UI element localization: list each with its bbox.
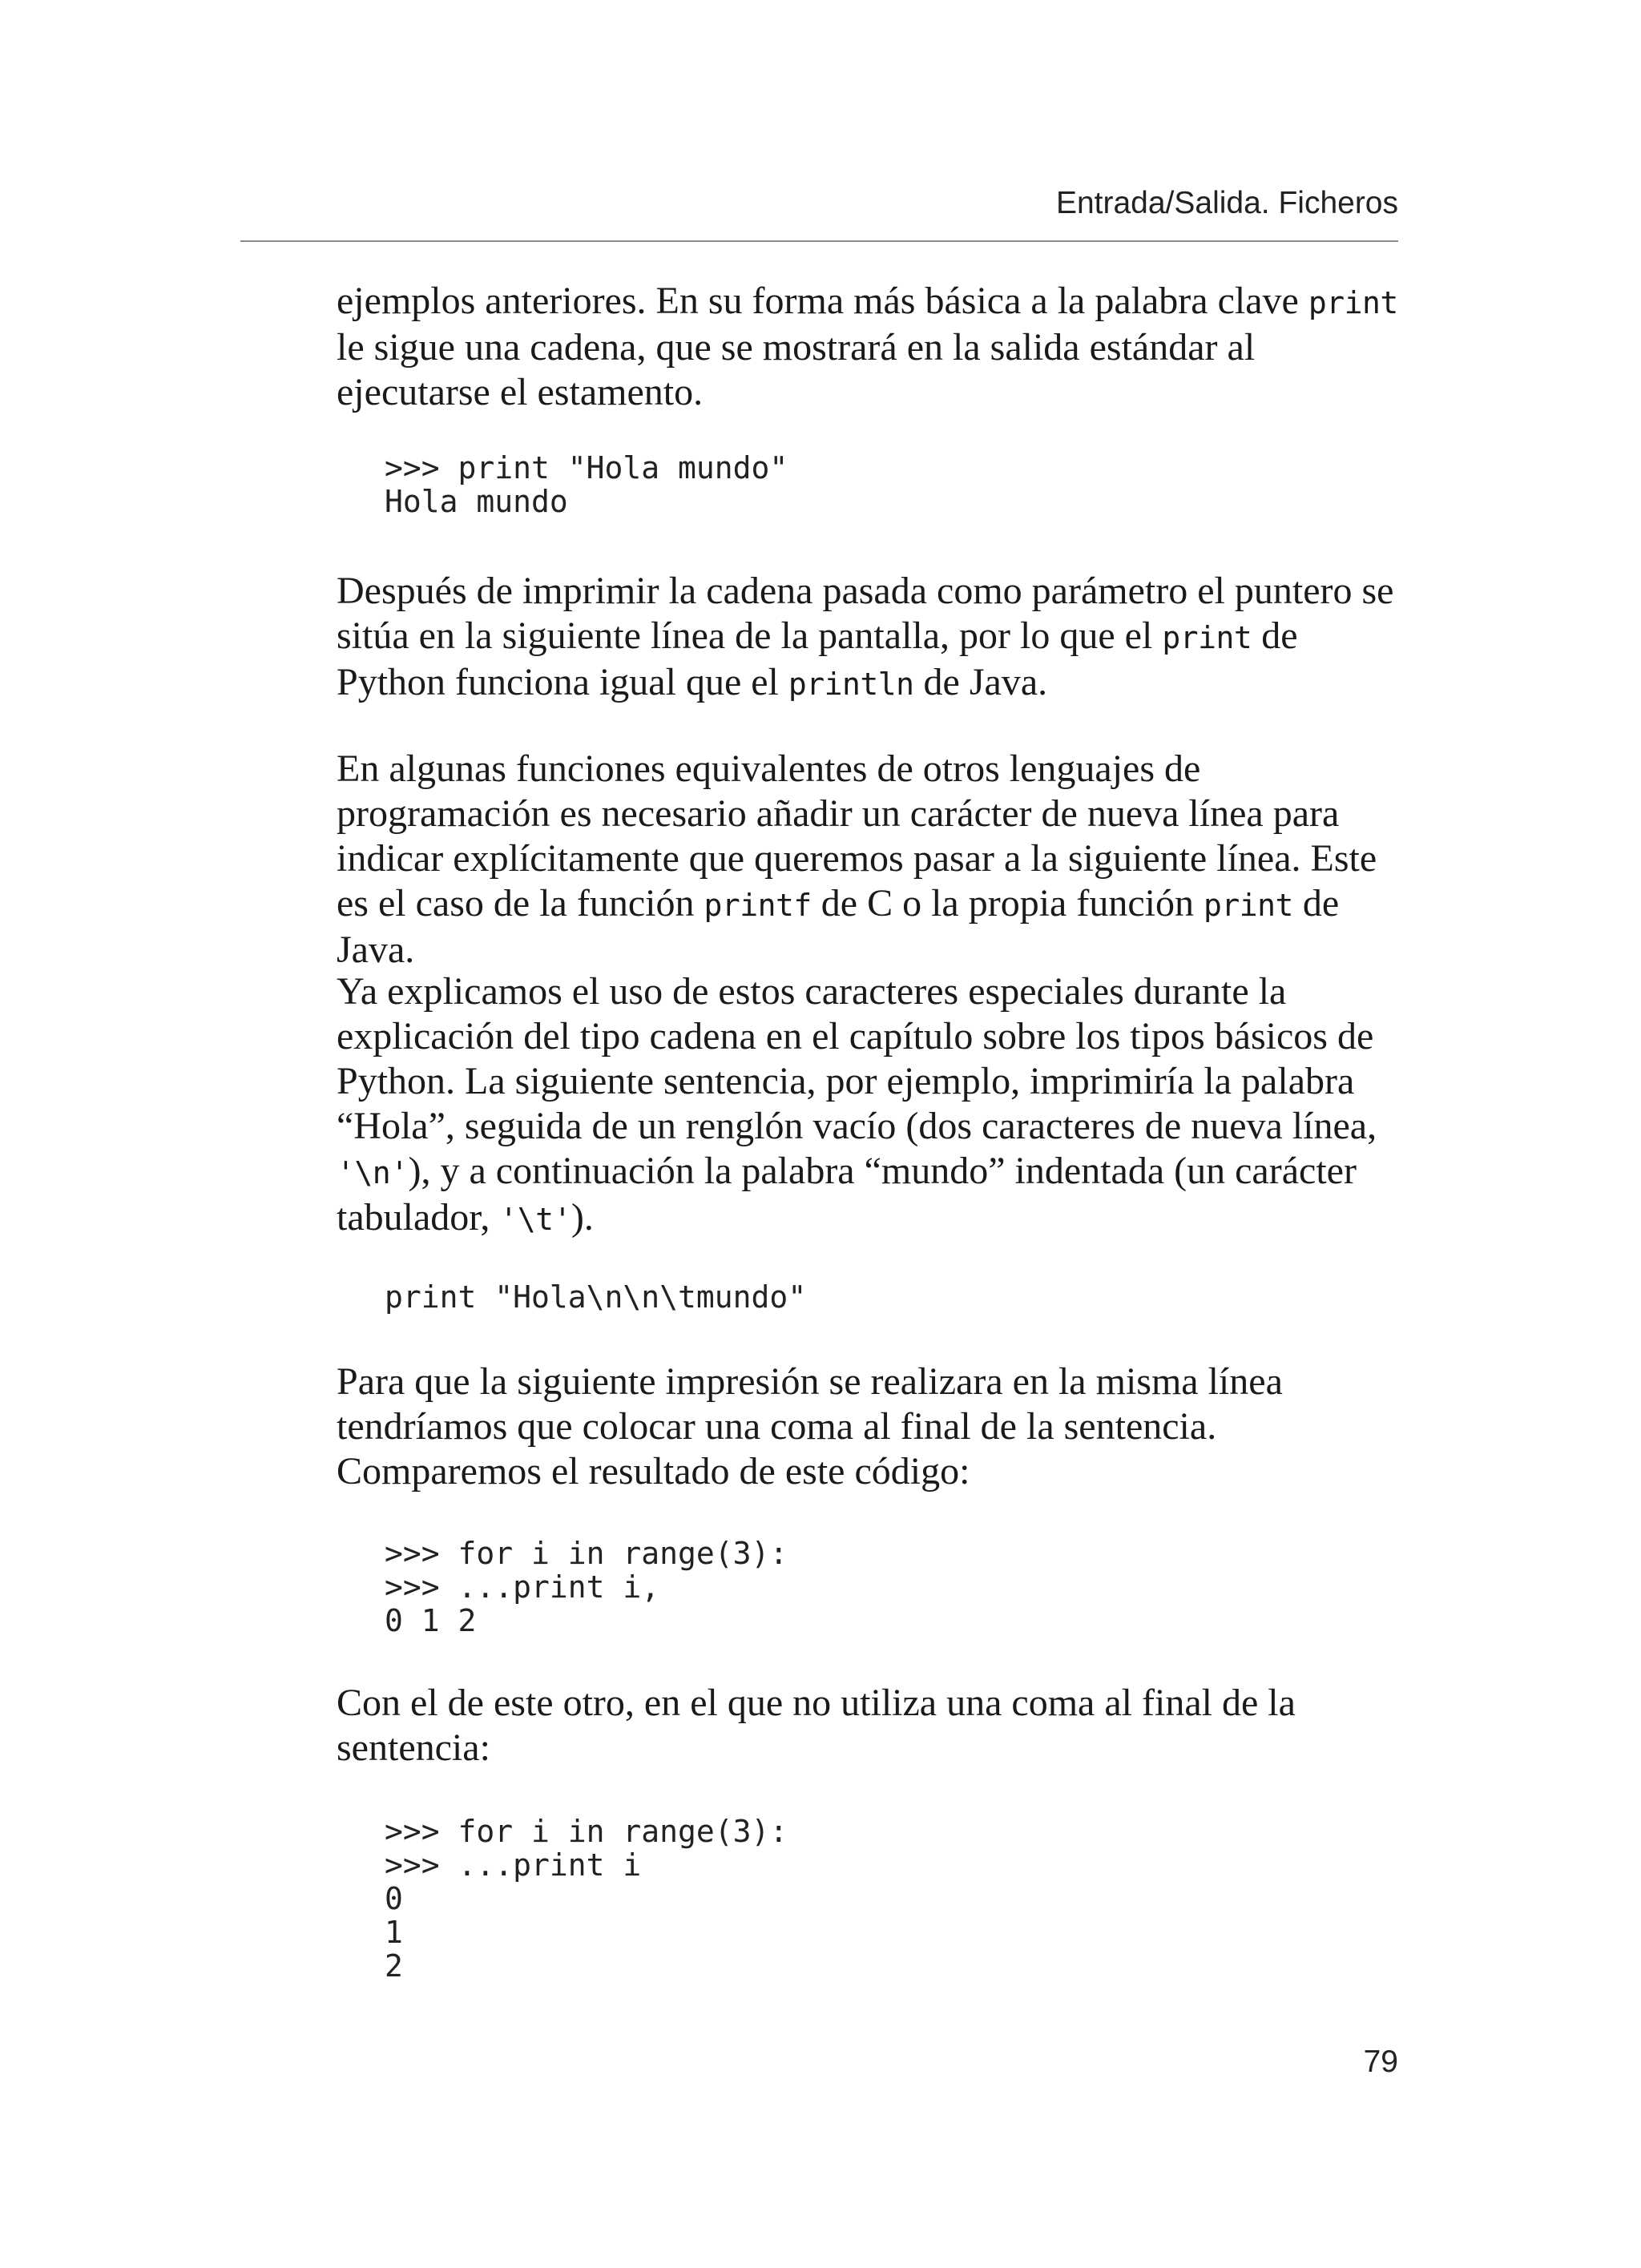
paragraph-1: ejemplos anteriores. En su forma más básica a la palabra clave print le sigue una cadena, que se mostrará en la salida estándar al ejecutarse el estamento.	[337, 280, 1398, 413]
header-title: Entrada/Salida. Ficheros	[1055, 186, 1398, 220]
code-block-3: >>> for i in range(3): >>> ...print i, 0 1 2	[385, 1536, 788, 1638]
code-block-1: >>> print "Hola mundo" Hola mundo	[385, 450, 788, 519]
paragraph-5: Para que la siguiente impresión se realizara en la misma línea tendríamos que colocar una coma al final de la sentencia. Comparemos el resultado de este código:	[337, 1360, 1283, 1493]
inline-code: printf	[704, 888, 812, 923]
inline-code: print	[1162, 620, 1252, 655]
inline-code: print	[1308, 285, 1398, 320]
paragraph-3: En algunas funciones equivalentes de otros lenguajes de programación es necesario añadir un carácter de nueva línea para indicar explícitamente que queremos pasar a la siguiente línea. Este es el caso de la función printf de C o la propia función print de Java.	[337, 747, 1377, 971]
code-block-4: >>> for i in range(3): >>> ...print i 0 1 2	[385, 1814, 788, 1984]
page-number: 79	[1363, 2044, 1398, 2079]
inline-code: print	[1203, 888, 1293, 923]
running-header	[240, 184, 1398, 242]
paragraph-4: Ya explicamos el uso de estos caracteres especiales durante la explicación del tipo cadena en el capítulo sobre los tipos básicos de Python. La siguiente sentencia, por ejemplo, imprimiría la palabra “Hola”, seguida de un renglón vacío (dos caracteres de nueva línea, '\n'), y a continuación la palabra “mundo” indentada (un carácter tabulador, '\t').	[337, 970, 1377, 1239]
code-block-2: print "Hola\n\n\tmundo"	[385, 1279, 807, 1315]
paragraph-2: Después de imprimir la cadena pasada como parámetro el puntero se sitúa en la siguiente línea de la pantalla, por lo que el print de Python funciona igual que el println de Java.	[337, 570, 1394, 703]
inline-code: '\t'	[499, 1202, 571, 1237]
paragraph-6: Con el de este otro, en el que no utiliza una coma al final de la sentencia:	[337, 1682, 1296, 1769]
inline-code: '\n'	[337, 1155, 409, 1190]
inline-code: println	[788, 667, 914, 702]
